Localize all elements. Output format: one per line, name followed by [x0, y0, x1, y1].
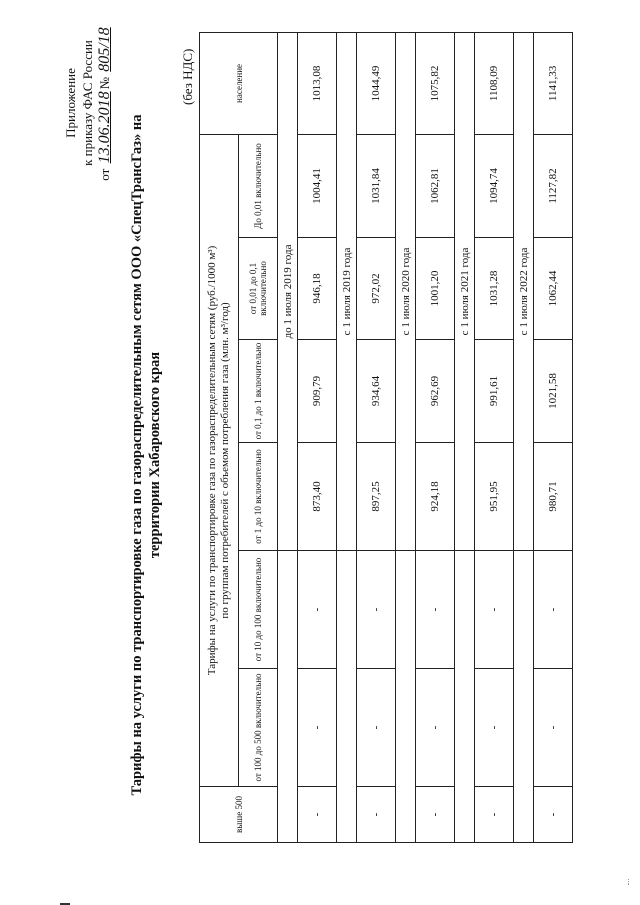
period-label: с 1 июля 2020 года	[396, 32, 416, 550]
appendix-order-ref: к приказу ФАС России	[80, 40, 95, 166]
tariff-row	[416, 32, 455, 842]
period-row	[278, 32, 298, 842]
tariff-cell: 924,18	[416, 443, 455, 551]
column-header: от 0,01 до 0,1 включительно	[239, 238, 278, 340]
tariff-cell: -	[416, 787, 455, 843]
number-prefix: №	[97, 77, 112, 90]
period-label: с 1 июля 2022 года	[514, 32, 534, 550]
tariff-cell: 1021,58	[534, 340, 573, 443]
tariff-cell: -	[357, 787, 396, 843]
period-row	[337, 32, 357, 842]
scan-speckles	[628, 879, 632, 885]
tariff-cell: 873,40	[298, 443, 337, 551]
tariff-cell: 897,25	[357, 443, 396, 551]
period-label: до 1 июля 2019 года	[278, 32, 298, 550]
vat-note: (без НДС)	[180, 48, 195, 105]
tariff-cell: 991,61	[475, 340, 514, 443]
tariff-cell: 1108,09	[475, 32, 514, 134]
title-line-1: Тарифы на услуги по транспортировке газа по газораспределительным сетям ООО «СпецТрансГаз» на	[129, 114, 145, 796]
column-header: от 10 до 100 включительно	[239, 551, 278, 669]
period-row	[455, 32, 475, 842]
tariff-cell: -	[416, 669, 455, 787]
tariff-table-body	[278, 32, 573, 842]
tariff-cell: 946,18	[298, 238, 337, 340]
appendix-date-line	[96, 13, 113, 193]
tariff-cell: 909,79	[298, 340, 337, 443]
tariff-cell: -	[298, 551, 337, 669]
tariff-cell: -	[357, 669, 396, 787]
tariff-cell: -	[475, 787, 514, 843]
tariff-cell: 951,95	[475, 443, 514, 551]
column-header: население	[200, 32, 278, 134]
tariff-cell: -	[534, 669, 573, 787]
tariff-cell: 1013,08	[298, 32, 337, 134]
tariff-cell: 1062,81	[416, 134, 455, 237]
column-header: от 1 до 10 включительно	[239, 443, 278, 551]
column-header: от 0,1 до 1 включительно	[239, 340, 278, 443]
tariff-row	[357, 32, 396, 842]
tariff-cell: -	[298, 787, 337, 843]
tariff-cell: -	[416, 551, 455, 669]
handwritten-number: 805/18	[96, 27, 113, 72]
appendix-label: Приложение	[63, 68, 78, 138]
tariff-cell: 1075,82	[416, 32, 455, 134]
title-line-2: территории Хабаровского края	[147, 351, 163, 559]
period-row	[396, 32, 416, 842]
tariff-cell: 972,02	[357, 238, 396, 340]
group-header-line-1: Тарифы на услуги по транспортировке газа по газораспределительным сетям (руб./1000 м³)	[206, 245, 218, 676]
tariff-cell: -	[298, 669, 337, 787]
tariff-cell: 1062,44	[534, 238, 573, 340]
tariff-row	[534, 32, 573, 842]
period-spacer	[455, 551, 475, 843]
date-prefix: от	[97, 168, 112, 181]
group-header-line-2: по группам потребителей с объемом потребления газа (млн. м³/год)	[219, 302, 231, 619]
period-label: с 1 июля 2019 года	[337, 32, 357, 550]
tariff-cell: 1031,28	[475, 238, 514, 340]
tariff-cell: 1001,20	[416, 238, 455, 340]
tariff-cell: 1044,49	[357, 32, 396, 134]
tariff-cell: 1127,82	[534, 134, 573, 237]
handwritten-date: 13.06.2018	[96, 91, 113, 164]
tariff-row	[475, 32, 514, 842]
period-label: с 1 июля 2021 года	[455, 32, 475, 550]
column-header: До 0,01 включительно	[239, 134, 278, 237]
tariff-row	[298, 32, 337, 842]
group-header	[200, 134, 239, 786]
appendix-block	[62, 13, 113, 193]
tariff-cell: 1094,74	[475, 134, 514, 237]
period-spacer	[337, 551, 357, 843]
period-row	[514, 32, 534, 842]
tariff-cell: 1004,41	[298, 134, 337, 237]
tariff-cell: -	[357, 551, 396, 669]
tariff-cell: 934,64	[357, 340, 396, 443]
tariff-cell: 1031,84	[357, 134, 396, 237]
tariff-cell: 1141,33	[534, 32, 573, 134]
column-header: выше 500	[200, 787, 278, 843]
tariff-table	[199, 32, 573, 843]
tariff-cell: 980,71	[534, 443, 573, 551]
tariff-cell: -	[475, 669, 514, 787]
column-header: от 100 до 500 включительно	[239, 669, 278, 787]
tariff-cell: -	[534, 787, 573, 843]
period-spacer	[514, 551, 534, 843]
tariff-cell: -	[534, 551, 573, 669]
period-spacer	[396, 551, 416, 843]
period-spacer	[278, 551, 298, 843]
tariff-cell: -	[475, 551, 514, 669]
document-title	[128, 85, 164, 825]
tariff-cell: 962,69	[416, 340, 455, 443]
